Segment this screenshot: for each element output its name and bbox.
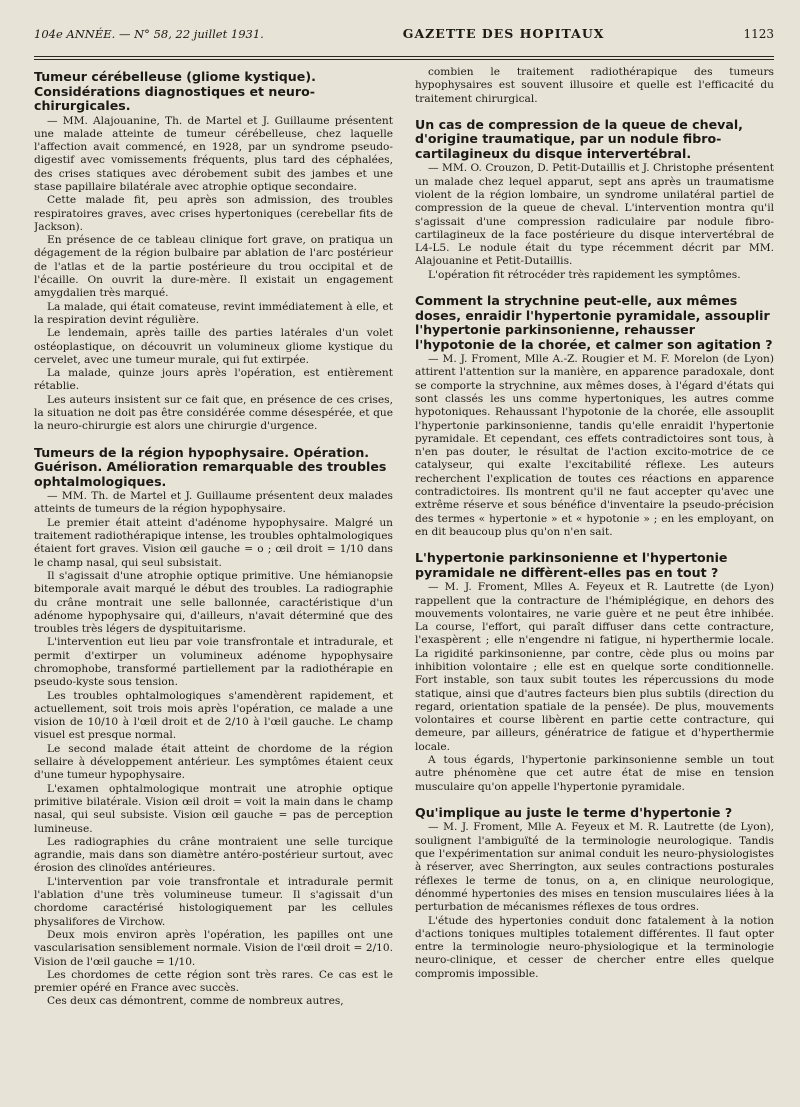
header-rule-thin [34,59,774,60]
article-cerebellar-tumor [34,70,393,434]
paragraph: Les auteurs insistent sur ce fait que, en présence de ces crises, la situation ne doit pas être considérée comme désespérée, et que la neuro-chirurgie est alors une chirurgie d'urgence. [34,393,393,433]
paragraph: Les chordomes de cette région sont très rares. Ce cas est le premier opéré en France avec succès. [34,968,393,995]
paragraph: Deux mois environ après l'opération, les papilles ont une vascularisation sensiblement normale. Vision de l'œil droit = 2/10. Vision de l'œil gauche = 1/10. [34,928,393,968]
paragraph: Le premier était atteint d'adénome hypophysaire. Malgré un traitement radiothérapique intense, les troubles ophtalmologiques étaient fort graves. Vision œil gauche = o ; œil droit = 1/10 dans le champ nasal, qui seul subsistait. [34,516,393,569]
paragraph: L'intervention eut lieu par voie transfrontale et intradurale, et permit d'extirper un volumineux adénome hypophysaire chromophobe, transformé partiellement par la radiothérapie en pseudo-kyste sous tension. [34,636,393,689]
paragraph: — MM. Alajouanine, Th. de Martel et J. Guillaume présentent une malade atteinte de tumeur cérébelleuse, chez laquelle l'affection avait commencé, en 1928, par un syndrome pseudo-digestif avec vomissements fréquents, plus tard des céphalées, des crises statiques avec dérobement subit des jambes et une stase papillaire bilatérale avec atrophie optique secondaire. [34,114,393,193]
issue-info: 104e ANNÉE. — N° 58, 22 juillet 1931. [34,27,264,41]
paragraph: — MM. Th. de Martel et J. Guillaume présentent deux malades atteints de tumeurs de la région hypophysaire. [34,490,393,516]
paragraph: Il s'agissait d'une atrophie optique primitive. Une hémianopsie bitemporale avait marqué le début des troubles. La radiographie du crâne montrait une selle ballonnée, caractéristique d'un adénome hypophysaire qui, d'ailleurs, n'avait déterminé que des troubles très légers de dyspituitarisme. [34,569,393,636]
paragraph: Ces deux cas démontrent, comme de nombreux autres, [47,995,344,1008]
article-title: Comment la strychnine peut-elle, aux mêmes doses, enraidir l'hypertonie pyramidale, assouplir l'hypertonie parkinsonienne, rehausser l'hypotonie de la chorée, et calmer son agitation ? [415,293,773,352]
paragraph: Cette malade fit, peu après son admission, des troubles respiratoires graves, avec crises hypertoniques (cerebellar fits de Jackson). [34,194,393,233]
article-hypophyseal-tumors [34,446,393,1009]
page-header [34,26,774,50]
article-strychnine [415,294,774,539]
paragraph: A tous égards, l'hypertonie parkinsonienne semble un tout autre phénomène que cet autre état de mise en tension musculaire qu'on appelle l'hypertonie pyramidale. [415,754,774,793]
paragraph: — MM. O. Crouzon, D. Petit-Dutaillis et J. Christophe présentent un malade chez lequel apparut, sept ans après un traumatisme violent de la région lombaire, un syndrome unilatéral partiel de compression de la queue de cheval. L'intervention montra qu'il s'agissait d'une compression radiculaire par nodule fibro-cartilagineux de la face postérieure du disque intervertébral de L4-L5. Le nodule était du type récemment décrit par MM. Alajouanine et Petit-Dutaillis. [415,162,774,268]
journal-title: GAZETTE DES HOPITAUX [402,26,605,41]
columns [34,66,774,1106]
paragraph: L'intervention par voie transfrontale et intradurale permit l'ablation d'une très volumineuse tumeur. Il s'agissait d'un chordome caractérisé histologiquement par les cellules physalifores de Virchow. [34,875,393,928]
paragraph: — M. J. Froment, Mlle A. Feyeux et M. R. Lautrette (de Lyon), soulignent l'ambiguïté de la terminologie neurologique. Tandis que l'expérimentation sur animal conduit les neuro-physiologistes à réserver, avec Sherrington, aux seules contractions posturales réflexes le terme de tonus, on a, en clinique neurologique, dénommé hypertonies des mises en tension musculaires liées à la perturbation de mécanismes réflexes de tous ordres. [415,821,774,914]
article-title: L'hypertonie parkinsonienne et l'hypertonie pyramidale ne diffèrent-elles pas en tout ? [415,550,728,580]
paragraph: La malade, quinze jours après l'opération, est entièrement rétablie. [34,367,393,393]
left-column [34,66,393,1106]
page-number: 1123 [743,27,774,41]
paragraph: L'opération fit rétrocéder très rapidement les symptômes. [428,268,741,281]
article-cauda-equina [415,118,774,282]
paragraph: Les troubles ophtalmologiques s'amendèrent rapidement, et actuellement, soit trois mois après l'opération, ce malade a une vision de 10/10 à l'œil droit et de 2/10 à l'œil gauche. Le champ visuel est presque normal. [34,689,393,742]
article-title: Tumeur cérébelleuse (gliome kystique). Considérations diagnostiques et neuro-chirurgicales. [34,69,316,113]
header-rule [34,56,774,57]
paragraph: — M. J. Froment, Mlles A. Feyeux et R. Lautrette (de Lyon) rappellent que la contracture de l'hémiplégique, en dehors des mouvements volontaires, ne varie guère et ne peut être inhibée. La course, l'effort, qui paraît diffuser dans cette contracture, l'exaspèrent ; elle n'engendre ni fatigue, ni hyperthermie locale. La rigidité parkinsonienne, par contre, cède plus ou moins par inhibition volontaire ; elle est en quelque sorte conditionnelle. Fort instable, son taux subit toutes les répercussions du mode statique, ainsi que d'autres facteurs bien plus subtils (direction du regard, orientation spatiale de la pensée). De plus, mouvements volontaires et course libèrent en partie cette contracture, qui demeure, par ailleurs, génératrice de fatigue et d'hyperthermie locale. [415,581,774,753]
article-title: Un cas de compression de la queue de cheval, d'origine traumatique, par un nodule fibro-cartilagineux du disque intervertébral. [415,116,743,161]
paragraph-continuation: combien le traitement radiothérapique des tumeurs hypophysaires est souvent illusoire et quelle est l'efficacité du traitement chirurgical. [415,66,774,105]
paragraph: La malade, qui était comateuse, revint immédiatement à elle, et la respiration devint régulière. [34,300,393,326]
right-column [415,66,774,1106]
paragraph: L'examen ophtalmologique montrait une atrophie optique primitive bilatérale. Vision œil droit = voit la main dans le champ nasal, qui seul subsiste. Vision œil gauche = pas de perception lumineuse. [34,782,393,835]
article-title: Qu'implique au juste le terme d'hypertonie ? [415,804,733,820]
paragraph: Le second malade était atteint de chordome de la région sellaire à développement antérieur. Les symptômes étaient ceux d'une tumeur hypophysaire. [34,742,393,782]
article-hypertonia-term [415,806,774,981]
paragraph: L'étude des hypertonies conduit donc fatalement à la notion d'actions toniques multiples totalement différentes. Il faut opter entre la terminologie neuro-physiologique et la terminologie neuro-clinique, et cesser de chercher entre elles quelque compromis impossible. [415,914,774,980]
paragraph: En présence de ce tableau clinique fort grave, on pratiqua un dégagement de la région bulbaire par ablation de l'arc postérieur de l'atlas et de la partie postérieure du trou occipital et de l'écaille. On ouvrit la dure-mère. Il existait un engagement amygdalien très marqué. [34,234,393,300]
paragraph: Le lendemain, après taille des parties latérales d'un volet ostéoplastique, on découvrit un volumineux gliome kystique du cervelet, avec une tumeur murale, qui fut extirpée. [34,327,393,366]
paragraph: Les radiographies du crâne montraient une selle turcique agrandie, mais dans son diamètre antéro-postérieur surtout, avec érosion des clinoïdes antérieures. [34,835,393,875]
article-title: Tumeurs de la région hypophysaire. Opération. Guérison. Amélioration remarquable des troubles ophtalmologiques. [34,444,387,489]
article-parkinsonian-hypertonia [415,551,774,794]
paragraph: — M. J. Froment, Mlle A.-Z. Rougier et M. F. Morelon (de Lyon) attirent l'attention sur la manière, en apparence paradoxale, dont se comporte la strychnine, aux mêmes doses, à l'égard d'états qui sont classés les uns comme hypertoniques, les autres comme hypotoniques. Rehaussant l'hypotonie de la chorée, elle assouplit l'hypertonie parkinsonienne, tandis qu'elle enraidit l'hypertonie pyramidale. Et cependant, ces effets contradictoires sont tous, à n'en pas douter, le résultat de l'action excito-motrice de ce catalyseur, qui exalte l'excitabilité réflexe. Les auteurs recherchent l'explication de toutes ces réactions en apparence contradictoires. Ils montrent qu'il ne faut accepter qu'avec une extrême réserve et sous bénéfice d'inventaire la pseudo-précision des termes « hypertonie » et « hypotonie » ; en les employant, on en dit beaucoup plus qu'on n'en sait. [415,353,774,538]
